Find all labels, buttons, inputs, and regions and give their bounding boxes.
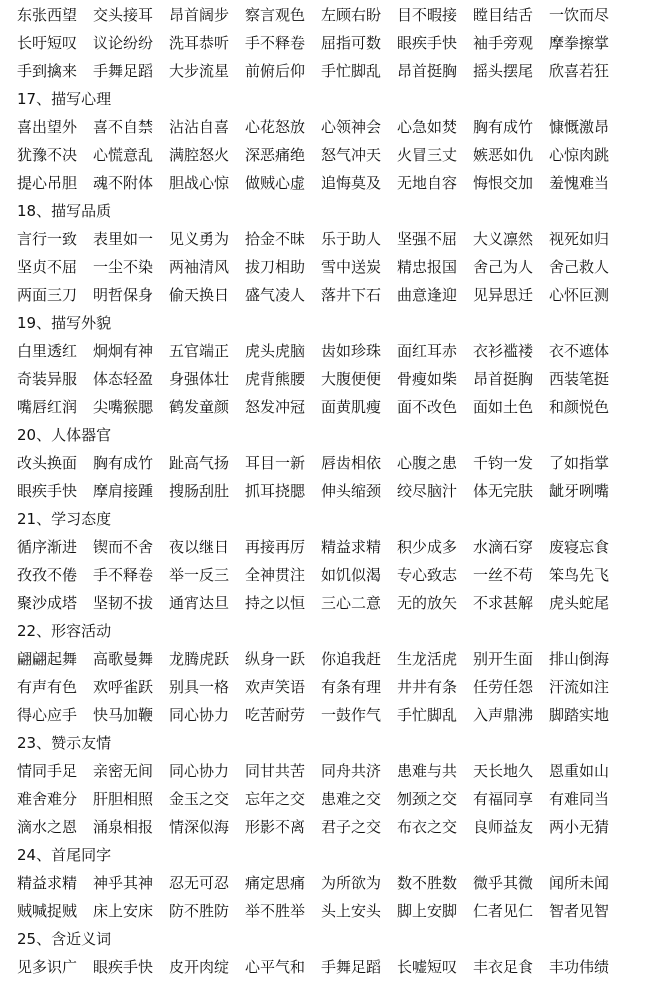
- idiom-row: [0, 253, 654, 281]
- idiom-cell: 手忙脚乱: [321, 62, 382, 80]
- idiom-cell: 满腔怒火: [169, 146, 230, 164]
- idiom-cell: 耳目一新: [245, 454, 306, 472]
- idiom-cell: 一鼓作气: [321, 706, 382, 724]
- idiom-cell: 丰功伟绩: [549, 958, 610, 976]
- idiom-cell: 落井下石: [321, 286, 382, 304]
- idiom-cell: 聚沙成塔: [17, 594, 78, 612]
- idiom-row: [0, 869, 654, 897]
- idiom-cell: 袖手旁观: [473, 34, 534, 52]
- idiom-cell: 为所欲为: [321, 874, 382, 892]
- idiom-cell: 头上安头: [321, 902, 382, 920]
- idiom-cell: 舍己救人: [549, 258, 610, 276]
- idiom-cell: 废寝忘食: [549, 538, 610, 556]
- idiom-cell: 举不胜举: [245, 902, 306, 920]
- section-heading: 22、形容活动: [17, 622, 112, 640]
- idiom-cell: 坚强不屈: [397, 230, 458, 248]
- idiom-cell: 虎头蛇尾: [549, 594, 610, 612]
- idiom-cell: 有条有理: [321, 678, 382, 696]
- idiom-row: [0, 169, 654, 197]
- idiom-cell: 脚踏实地: [549, 706, 610, 724]
- idiom-cell: 前俯后仰: [245, 62, 306, 80]
- idiom-cell: 沾沾自喜: [169, 118, 230, 136]
- idiom-cell: 手舞足蹈: [321, 958, 382, 976]
- idiom-cell: 昂首阔步: [169, 6, 230, 24]
- idiom-cell: 改头换面: [17, 454, 78, 472]
- idiom-cell: 同甘共苦: [245, 762, 306, 780]
- idiom-cell: 水滴石穿: [473, 538, 534, 556]
- idiom-cell: 衣不遮体: [549, 342, 610, 360]
- idiom-cell: 见义勇为: [169, 230, 230, 248]
- idiom-row: [0, 561, 654, 589]
- idiom-cell: 天长地久: [473, 762, 534, 780]
- idiom-cell: 锲而不舍: [93, 538, 154, 556]
- idiom-cell: 长吁短叹: [17, 34, 78, 52]
- idiom-cell: 心怀叵测: [549, 286, 610, 304]
- idiom-cell: 五官端正: [169, 342, 230, 360]
- idiom-cell: 唇齿相依: [321, 454, 382, 472]
- idiom-cell: 忍无可忍: [169, 874, 230, 892]
- idiom-cell: 微乎其微: [473, 874, 534, 892]
- idiom-cell: 眼疾手快: [93, 958, 154, 976]
- idiom-cell: 面黄肌瘦: [321, 398, 382, 416]
- idiom-cell: 偷天换日: [169, 286, 230, 304]
- idiom-cell: 抓耳挠腮: [245, 482, 306, 500]
- idiom-row: [0, 589, 654, 617]
- idiom-cell: 仁者见仁: [473, 902, 534, 920]
- idiom-cell: 摇头摆尾: [473, 62, 534, 80]
- idiom-cell: 视死如归: [549, 230, 610, 248]
- idiom-row: [0, 57, 654, 85]
- idiom-cell: 摩拳擦掌: [549, 34, 610, 52]
- idiom-cell: 夜以继日: [169, 538, 230, 556]
- idiom-row: [0, 645, 654, 673]
- idiom-cell: 雪中送炭: [321, 258, 382, 276]
- idiom-cell: 手不释卷: [93, 566, 154, 584]
- idiom-cell: 笨鸟先飞: [549, 566, 610, 584]
- idiom-cell: 丰衣足食: [473, 958, 534, 976]
- idiom-cell: 两小无猜: [549, 818, 610, 836]
- section-heading: 21、学习态度: [17, 510, 112, 528]
- idiom-row: [0, 1, 654, 29]
- idiom-cell: 心惊肉跳: [549, 146, 610, 164]
- idiom-cell: 绞尽脑汁: [397, 482, 458, 500]
- idiom-cell: 智者见智: [549, 902, 610, 920]
- idiom-cell: 金玉之交: [169, 790, 230, 808]
- idiom-cell: 龙腾虎跃: [169, 650, 230, 668]
- idiom-cell: 通宵达旦: [169, 594, 230, 612]
- idiom-cell: 东张西望: [17, 6, 78, 24]
- idiom-cell: 心急如焚: [397, 118, 458, 136]
- idiom-cell: 神乎其神: [93, 874, 154, 892]
- idiom-cell: 提心吊胆: [17, 174, 78, 192]
- idiom-cell: 贼喊捉贼: [17, 902, 78, 920]
- idiom-row: [0, 673, 654, 701]
- idiom-cell: 脚上安脚: [397, 902, 458, 920]
- section-heading: 18、描写品质: [17, 202, 112, 220]
- idiom-cell: 尖嘴猴腮: [93, 398, 154, 416]
- idiom-cell: 鹤发童颜: [169, 398, 230, 416]
- idiom-cell: 精益求精: [17, 874, 78, 892]
- idiom-cell: 手不释卷: [245, 34, 306, 52]
- idiom-cell: 排山倒海: [549, 650, 610, 668]
- idiom-cell: 千钧一发: [473, 454, 534, 472]
- idiom-cell: 议论纷纷: [93, 34, 154, 52]
- idiom-cell: 胸有成竹: [473, 118, 534, 136]
- idiom-cell: 别开生面: [473, 650, 534, 668]
- idiom-cell: 汗流如注: [549, 678, 610, 696]
- idiom-cell: 精益求精: [321, 538, 382, 556]
- idiom-cell: 伸头缩颈: [321, 482, 382, 500]
- section-heading: 20、人体器官: [17, 426, 112, 444]
- idiom-cell: 言行一致: [17, 230, 78, 248]
- idiom-cell: 任劳任怨: [473, 678, 534, 696]
- idiom-cell: 西装笔挺: [549, 370, 610, 388]
- idiom-cell: 屈指可数: [321, 34, 382, 52]
- idiom-cell: 体态轻盈: [93, 370, 154, 388]
- idiom-cell: 情深似海: [169, 818, 230, 836]
- idiom-cell: 追悔莫及: [321, 174, 382, 192]
- idiom-row: [0, 393, 654, 421]
- idiom-cell: 别具一格: [169, 678, 230, 696]
- idiom-cell: 喜不自禁: [93, 118, 154, 136]
- idiom-cell: 纵身一跃: [245, 650, 306, 668]
- idiom-row: [0, 477, 654, 505]
- idiom-row: [0, 897, 654, 925]
- idiom-row: [0, 813, 654, 841]
- idiom-cell: 翩翩起舞: [17, 650, 78, 668]
- idiom-cell: 入声鼎沸: [473, 706, 534, 724]
- idiom-cell: 手舞足蹈: [93, 62, 154, 80]
- idiom-cell: 羞愧难当: [549, 174, 610, 192]
- idiom-cell: 炯炯有神: [93, 342, 154, 360]
- idiom-cell: 摩肩接踵: [93, 482, 154, 500]
- idiom-cell: 一丝不苟: [473, 566, 534, 584]
- idiom-cell: 三心二意: [321, 594, 382, 612]
- idiom-cell: 心平气和: [245, 958, 306, 976]
- idiom-cell: 如饥似渴: [321, 566, 382, 584]
- idiom-cell: 心腹之患: [397, 454, 458, 472]
- idiom-cell: 奇装异服: [17, 370, 78, 388]
- idiom-cell: 悔恨交加: [473, 174, 534, 192]
- idiom-cell: 曲意逢迎: [397, 286, 458, 304]
- idiom-cell: 床上安床: [93, 902, 154, 920]
- idiom-cell: 大腹便便: [321, 370, 382, 388]
- idiom-cell: 身强体壮: [169, 370, 230, 388]
- idiom-cell: 一饮而尽: [549, 6, 610, 24]
- idiom-cell: 形影不离: [245, 818, 306, 836]
- idiom-row: [0, 113, 654, 141]
- idiom-cell: 白里透红: [17, 342, 78, 360]
- idiom-cell: 专心致志: [397, 566, 458, 584]
- idiom-cell: 瞠目结舌: [473, 6, 534, 24]
- idiom-row: [0, 365, 654, 393]
- idiom-cell: 深恶痛绝: [245, 146, 306, 164]
- idiom-cell: 有福同享: [473, 790, 534, 808]
- idiom-cell: 心花怒放: [245, 118, 306, 136]
- idiom-cell: 胆战心惊: [169, 174, 230, 192]
- idiom-cell: 目不暇接: [397, 6, 458, 24]
- idiom-row: [0, 785, 654, 813]
- idiom-cell: 嫉恶如仇: [473, 146, 534, 164]
- idiom-cell: 吃苦耐劳: [245, 706, 306, 724]
- idiom-cell: 高歌曼舞: [93, 650, 154, 668]
- idiom-cell: 乐于助人: [321, 230, 382, 248]
- idiom-cell: 心慌意乱: [93, 146, 154, 164]
- idiom-cell: 昂首挺胸: [397, 62, 458, 80]
- section-heading: 24、首尾同字: [17, 846, 112, 864]
- idiom-cell: 火冒三丈: [397, 146, 458, 164]
- idiom-cell: 做贼心虚: [245, 174, 306, 192]
- idiom-cell: 布衣之交: [397, 818, 458, 836]
- idiom-cell: 欣喜若狂: [549, 62, 610, 80]
- idiom-cell: 有难同当: [549, 790, 610, 808]
- idiom-row: [0, 757, 654, 785]
- idiom-cell: 手到擒来: [17, 62, 78, 80]
- idiom-cell: 左顾右盼: [321, 6, 382, 24]
- idiom-cell: 一尘不染: [93, 258, 154, 276]
- idiom-cell: 眼疾手快: [397, 34, 458, 52]
- idiom-row: [0, 533, 654, 561]
- idiom-cell: 难舍难分: [17, 790, 78, 808]
- idiom-cell: 数不胜数: [397, 874, 458, 892]
- idiom-cell: 防不胜防: [169, 902, 230, 920]
- idiom-cell: 井井有条: [397, 678, 458, 696]
- idiom-cell: 得心应手: [17, 706, 78, 724]
- idiom-cell: 嘴唇红润: [17, 398, 78, 416]
- section-heading: 19、描写外貌: [17, 314, 112, 332]
- idiom-cell: 良师益友: [473, 818, 534, 836]
- idiom-cell: 面如土色: [473, 398, 534, 416]
- idiom-cell: 孜孜不倦: [17, 566, 78, 584]
- section-heading: 25、含近义词: [17, 930, 112, 948]
- idiom-cell: 刎颈之交: [397, 790, 458, 808]
- idiom-row: [0, 141, 654, 169]
- idiom-cell: 患难与共: [397, 762, 458, 780]
- idiom-cell: 循序渐进: [17, 538, 78, 556]
- idiom-cell: 同心协力: [169, 762, 230, 780]
- idiom-cell: 了如指掌: [549, 454, 610, 472]
- idiom-cell: 皮开肉绽: [169, 958, 230, 976]
- idiom-cell: 犹豫不决: [17, 146, 78, 164]
- idiom-cell: 两面三刀: [17, 286, 78, 304]
- idiom-cell: 坚贞不屈: [17, 258, 78, 276]
- idiom-cell: 慷慨激昂: [549, 118, 610, 136]
- idiom-cell: 肝胆相照: [93, 790, 154, 808]
- idiom-cell: 欢呼雀跃: [93, 678, 154, 696]
- idiom-cell: 你追我赶: [321, 650, 382, 668]
- idiom-cell: 面红耳赤: [397, 342, 458, 360]
- idiom-cell: 虎背熊腰: [245, 370, 306, 388]
- idiom-cell: 全神贯注: [245, 566, 306, 584]
- idiom-cell: 拔刀相助: [245, 258, 306, 276]
- section-heading: 17、描写心理: [17, 90, 112, 108]
- idiom-row: [0, 701, 654, 729]
- idiom-cell: 虎头虎脑: [245, 342, 306, 360]
- idiom-cell: 痛定思痛: [245, 874, 306, 892]
- idiom-cell: 魂不附体: [93, 174, 154, 192]
- idiom-cell: 洗耳恭听: [169, 34, 230, 52]
- section-heading: 23、赞示友情: [17, 734, 112, 752]
- idiom-cell: 龇牙咧嘴: [549, 482, 610, 500]
- idiom-cell: 盛气凌人: [245, 286, 306, 304]
- idiom-row: [0, 29, 654, 57]
- idiom-cell: 持之以恒: [245, 594, 306, 612]
- idiom-cell: 长嘘短叹: [397, 958, 458, 976]
- idiom-cell: 和颜悦色: [549, 398, 610, 416]
- idiom-cell: 胸有成竹: [93, 454, 154, 472]
- idiom-cell: 不求甚解: [473, 594, 534, 612]
- idiom-cell: 明哲保身: [93, 286, 154, 304]
- idiom-cell: 举一反三: [169, 566, 230, 584]
- idiom-cell: 见异思迁: [473, 286, 534, 304]
- idiom-cell: 无地自容: [397, 174, 458, 192]
- idiom-cell: 欢声笑语: [245, 678, 306, 696]
- idiom-cell: 同心协力: [169, 706, 230, 724]
- idiom-cell: 闻所未闻: [549, 874, 610, 892]
- idiom-cell: 坚韧不拔: [93, 594, 154, 612]
- idiom-cell: 手忙脚乱: [397, 706, 458, 724]
- idiom-cell: 两袖清风: [169, 258, 230, 276]
- idiom-cell: 怒气冲天: [321, 146, 382, 164]
- idiom-cell: 积少成多: [397, 538, 458, 556]
- idiom-cell: 怒发冲冠: [245, 398, 306, 416]
- idiom-cell: 交头接耳: [93, 6, 154, 24]
- idiom-cell: 大义凛然: [473, 230, 534, 248]
- idiom-cell: 情同手足: [17, 762, 78, 780]
- idiom-cell: 滴水之恩: [17, 818, 78, 836]
- idiom-cell: 衣衫褴褛: [473, 342, 534, 360]
- idiom-cell: 拾金不昧: [245, 230, 306, 248]
- idiom-cell: 患难之交: [321, 790, 382, 808]
- idiom-cell: 精忠报国: [397, 258, 458, 276]
- idiom-row: [0, 225, 654, 253]
- idiom-cell: 眼疾手快: [17, 482, 78, 500]
- idiom-cell: 舍己为人: [473, 258, 534, 276]
- idiom-cell: 搜肠刮肚: [169, 482, 230, 500]
- idiom-cell: 见多识广: [17, 958, 78, 976]
- idiom-cell: 喜出望外: [17, 118, 78, 136]
- idiom-row: [0, 449, 654, 477]
- idiom-cell: 君子之交: [321, 818, 382, 836]
- idiom-cell: 有声有色: [17, 678, 78, 696]
- idiom-cell: 昂首挺胸: [473, 370, 534, 388]
- idiom-cell: 骨瘦如柴: [397, 370, 458, 388]
- idiom-cell: 亲密无间: [93, 762, 154, 780]
- idiom-row: [0, 337, 654, 365]
- idiom-cell: 齿如珍珠: [321, 342, 382, 360]
- idiom-cell: 同舟共济: [321, 762, 382, 780]
- idiom-cell: 察言观色: [245, 6, 306, 24]
- idiom-cell: 面不改色: [397, 398, 458, 416]
- idiom-cell: 表里如一: [93, 230, 154, 248]
- idiom-cell: 涌泉相报: [93, 818, 154, 836]
- idiom-row: [0, 281, 654, 309]
- idiom-cell: 再接再厉: [245, 538, 306, 556]
- idiom-cell: 快马加鞭: [93, 706, 154, 724]
- idiom-cell: 心领神会: [321, 118, 382, 136]
- idiom-cell: 大步流星: [169, 62, 230, 80]
- idiom-cell: 忘年之交: [245, 790, 306, 808]
- idiom-cell: 恩重如山: [549, 762, 610, 780]
- idiom-cell: 无的放矢: [397, 594, 458, 612]
- idiom-cell: 体无完肤: [473, 482, 534, 500]
- idiom-cell: 趾高气扬: [169, 454, 230, 472]
- idiom-cell: 生龙活虎: [397, 650, 458, 668]
